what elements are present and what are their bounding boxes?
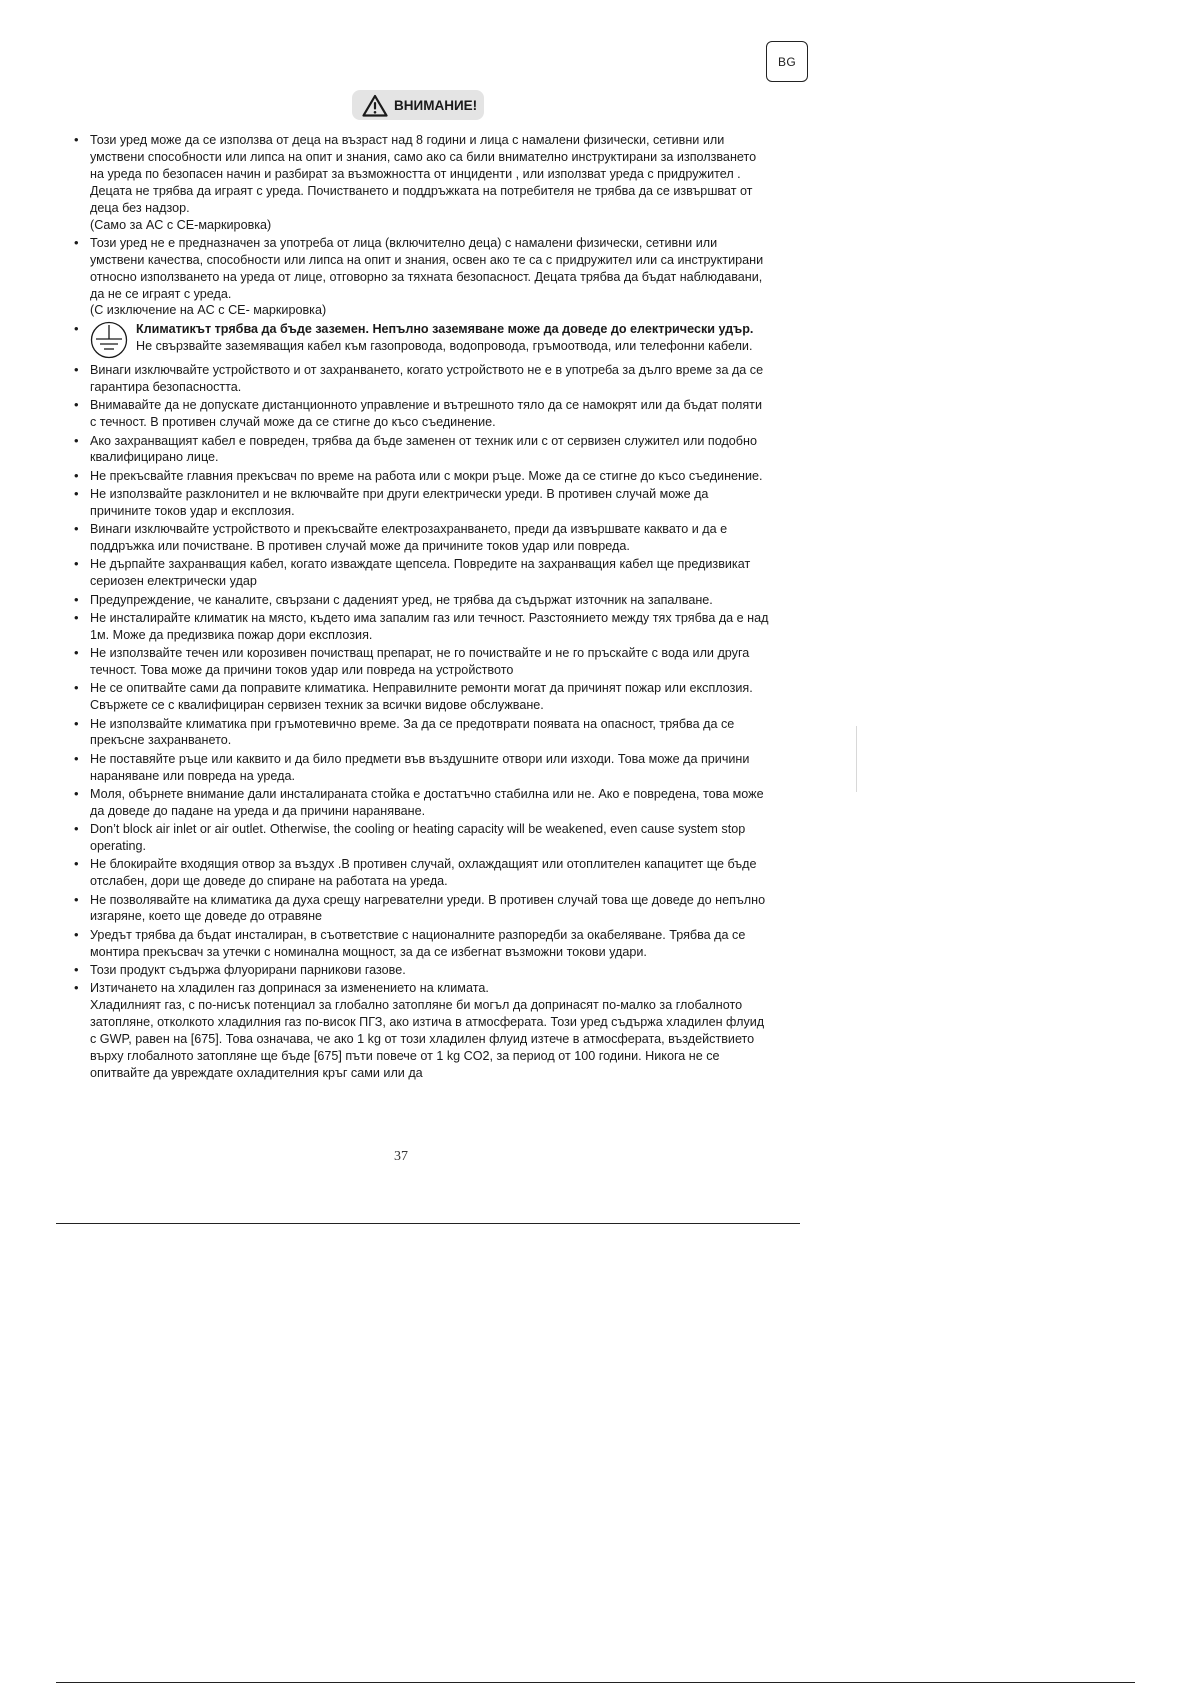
rule-text: Изтичането на хладилен газ допринася за изменението на климата.	[90, 981, 489, 996]
list-item	[70, 645, 770, 679]
rule-continuation: Хладилният газ, с по-нисък потенциал за глобално затопляне би могъл да допринасят по-малко за глобалното затопляне, отколкото хладилния газ по-висок ПГЗ, ако изтича в атмосферата. Този уред съдържа хладилен флуид с GWP, равен на [675]. Това означава, че ако 1 kg от този хладилен флуид изтече в атмосферата, въздействието върху глобалното затопляне ще бъде [675] пъти повече от 1 kg CO2, за период от 100 години. Никога не се опитвайте да увреждате охладителния кръг сами или да	[90, 998, 765, 1080]
list-item	[70, 856, 770, 890]
page-number: 37	[394, 1149, 408, 1164]
rule-text: Предупреждение, че каналите, свързани с даденият уред, не трябва да съдържат източник на запалване.	[90, 592, 713, 607]
list-item	[70, 433, 770, 467]
list-item	[70, 980, 770, 1081]
page-divider	[56, 1223, 800, 1224]
list-item	[70, 397, 770, 431]
rule-text: Не поставяйте ръце или каквито и да било предмети във въздушните отвори или изходи. Това може да причини нараняване или повреда на уреда.	[90, 751, 750, 783]
rule-bold-text: Климатикът трябва да бъде заземен. Непълно заземяване може да доведе до електрически удър.	[136, 321, 754, 336]
list-item	[70, 468, 770, 485]
rule-text: Уредът трябва да бъдат инсталиран, в съответствие с националните разпоредби за окабеляване. Трябва да се монтира прекъсвач за утечки с номинална мощност, за да се избегнат възможни токови удари.	[90, 927, 746, 959]
rule-text: Винаги изключвайте устройството и прекъсвайте електрозахранването, преди да извършвате каквато и да е поддръжка или почистване. В противен случай може да причините токов удар или повреда.	[90, 522, 728, 554]
list-item	[70, 751, 770, 785]
safety-rules-list	[70, 132, 770, 1083]
rule-text: Не блокирайте входящия отвор за въздух .В противен случай, охлаждащият или отоплителен капацитет ще бъде отслабен, дори ще доведе до спиране на работата на уреда.	[90, 857, 757, 889]
rule-text: Не се опитвайте сами да поправите климатика. Неправилните ремонти могат да причинят пожар или експлозия. Свържете се с квалифициран сервизен техник за всички видове обслужване.	[90, 681, 753, 713]
list-item	[70, 556, 770, 590]
rule-text: Don’t block air inlet or air outlet. Otherwise, the cooling or heating capacity will be weakened, even cause system stop operating.	[90, 822, 746, 854]
list-item	[70, 592, 770, 609]
rule-text: Не използвайте климатика при гръмотевично време. За да се предотврати появата на опасност, трябва да се прекъсне захранването.	[90, 716, 735, 748]
list-item	[70, 362, 770, 396]
rule-text: Ако захранващият кабел е повреден, трябва да бъде заменен от техник или с от сервизен служител или подобно квалифицирано лице.	[90, 433, 757, 465]
margin-mark	[856, 726, 857, 792]
list-item	[70, 521, 770, 555]
list-item	[70, 610, 770, 644]
rule-text: Моля, обърнете внимание дали инсталираната стойка е достатъчно стабилна или не. Ако е повредена, това може да доведе до падане на уреда и да причини нараняване.	[90, 786, 764, 818]
rule-text: Не свързвайте заземяващия кабел към газопровода, водопровода, гръмоотвода, или телефонни кабели.	[136, 338, 753, 353]
rule-text: Внимавайте да не допускате дистанционното управление и вътрешното тяло да се намокрят или да бъдат поляти с течност. В противен случай може да се стигне до късо съединение.	[90, 398, 762, 430]
list-item	[70, 892, 770, 926]
rule-text: Не позволявайте на климатика да духа срещу нагревателни уреди. В противен случай това ще доведе до непълно изгаряне, което ще доведе до отравяне	[90, 892, 766, 924]
rule-text: Този уред може да се използва от деца на възраст над 8 години и лица с намалени физически, сетивни или умствени способности или липса на опит и знания, само ако са били внимателно инструктирани за използването на уреда по безопасен начин и разбират за възможността от инциденти , или използват уреда с придружител . Децата не трябва да играят с уреда. Почистването и поддръжката на потребителя не трябва да се извършват от деца без надзор.	[90, 133, 757, 215]
rule-text: Винаги изключвайте устройството и от захранването, когато устройството не е в употреба за дълго време за да се гарантира безопасността.	[90, 363, 764, 395]
rule-text: Този продукт съдържа флуорирани парникови газове.	[90, 962, 406, 977]
rule-text: Не използвайте течен или корозивен почистващ препарат, не го почиствайте и не го пръскайте с вода или друга течност. Това може да причини токов удар или повреда на устройството	[90, 646, 750, 678]
rule-text: Не инсталирайте климатик на място, където има запалим газ или течност. Разстоянието между тях трябва да е над 1м. Може да предизвика пожар дори експлозия.	[90, 610, 769, 642]
list-item	[70, 486, 770, 520]
warning-title: ВНИМАНИЕ!	[394, 97, 478, 113]
list-item	[70, 962, 770, 979]
rule-note: (С изключение на AC с CE- маркировка)	[90, 303, 327, 318]
bottom-divider	[56, 1682, 1135, 1683]
warning-triangle-icon	[362, 94, 388, 117]
ground-symbol-icon	[90, 321, 128, 359]
list-item-grounding	[70, 321, 770, 361]
list-item	[70, 680, 770, 714]
list-item	[70, 927, 770, 961]
rule-note: (Само за AC с CE-маркировка)	[90, 217, 272, 232]
list-item	[70, 821, 770, 855]
list-item	[70, 235, 770, 320]
language-badge: BG	[766, 41, 808, 82]
rule-text: Не прекъсвайте главния прекъсвач по време на работа или с мокри ръце. Може да се стигне до късо съединение.	[90, 468, 763, 483]
rule-text: Не използвайте разклонител и не включвайте при други електрически уреди. В противен случай може да причините токов удар и експлозия.	[90, 487, 709, 518]
rule-text: Не дърпайте захранващия кабел, когато изваждате щепсела. Повредите на захранващия кабел ще предизвикат сериозен електрически удар	[90, 557, 751, 589]
warning-header	[352, 90, 484, 120]
list-item	[70, 716, 770, 750]
list-item	[70, 786, 770, 820]
rule-text: Този уред не е предназначен за употреба от лица (включително деца) с намалени физически, сетивни или умствени качества, способности или липса на опит и знания, освен ако те са с придружител или са инструктирани относно използването на уреда от лице, отговорно за тяхната безопасност. Децата трябва да бъдат наблюдавани, да не се играят с уреда.	[90, 235, 764, 301]
list-item	[70, 132, 770, 233]
